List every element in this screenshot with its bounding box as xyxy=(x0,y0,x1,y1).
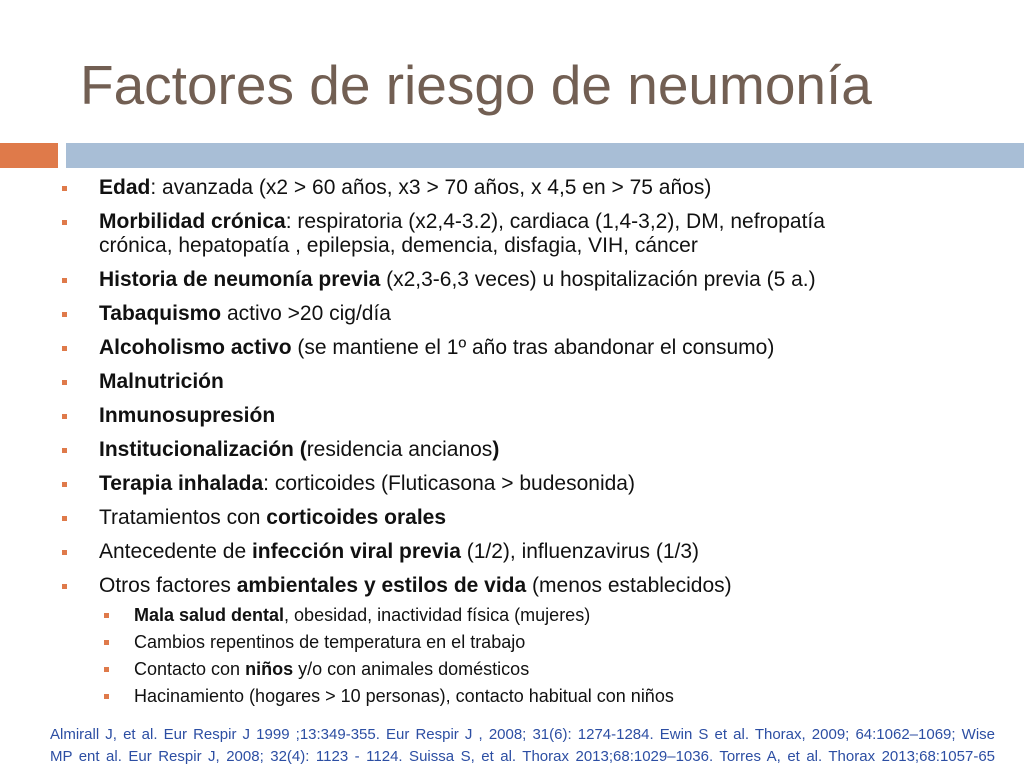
square-bullet-icon xyxy=(62,414,67,419)
slide-title: Factores de riesgo de neumonía xyxy=(80,54,872,116)
bullet-text: : avanzada (x2 > 60 años, x3 > 70 años, x 4,5 en > 75 años) xyxy=(150,176,712,199)
reference-line: MP ent al. Eur Respir J, 2008; 32(4): 1123 - 1124. Suissa S, et al. Thorax 2013;68:1029–1036. Torres A, et al. Thorax 2013;68:1057-65 xyxy=(50,748,995,765)
bullet-item-immunosuppression xyxy=(0,404,1024,428)
sub-bullet-item-overcrowding xyxy=(99,685,1024,707)
bullet-emphasis: Alcoholismo activo xyxy=(99,336,292,359)
reference-line: Almirall J, et al. Eur Respir J 1999 ;13:349-355. Eur Respir J , 2008; 31(6): 1274-1284. Ewin S et al. Thorax, 2009; 64:1062–1069; Wise xyxy=(50,726,995,743)
bullet-text: (x2,3-6,3 veces) u hospitalización previa (5 a.) xyxy=(380,268,816,291)
sub-bullet-item-contact xyxy=(99,658,1024,680)
square-bullet-icon xyxy=(62,380,67,385)
square-bullet-icon xyxy=(62,448,67,453)
risk-factor-list xyxy=(0,176,1024,717)
sub-bullet-text: Contacto con xyxy=(134,659,246,679)
bullet-item-oral-corticoids xyxy=(0,506,1024,530)
square-bullet-icon xyxy=(62,482,67,487)
bullet-emphasis: ambientales y estilos de vida xyxy=(236,574,527,597)
bullet-text: Antecedente de xyxy=(99,540,252,563)
bullet-emphasis: Historia de neumonía previa xyxy=(99,268,381,291)
square-bullet-icon xyxy=(62,346,67,351)
bullet-item-viral-infection xyxy=(0,540,1024,564)
sub-bullet-text: y/o con animales domésticos xyxy=(293,659,530,679)
square-bullet-icon xyxy=(62,550,67,555)
bullet-emphasis: Morbilidad crónica xyxy=(99,210,286,233)
bullet-text: Tratamientos con xyxy=(99,506,267,529)
other-factors-sublist xyxy=(99,604,1024,707)
bullet-item-comorbidity xyxy=(0,210,1024,258)
sub-bullet-text: Hacinamiento (hogares > 10 personas), contacto habitual con niños xyxy=(134,686,674,706)
square-bullet-icon xyxy=(62,516,67,521)
sub-bullet-item-dental-health xyxy=(99,604,1024,626)
bullet-item-alcoholism xyxy=(0,336,1024,360)
square-bullet-icon xyxy=(104,613,109,618)
bullet-emphasis: Inmunosupresión xyxy=(99,404,276,427)
bullet-text: (se mantiene el 1º año tras abandonar el consumo) xyxy=(291,336,775,359)
bullet-item-malnutrition xyxy=(0,370,1024,394)
bullet-emphasis: Tabaquismo xyxy=(99,302,222,325)
title-accent-bar-orange xyxy=(0,143,58,168)
bullet-text: activo >20 cig/día xyxy=(221,302,391,325)
bullet-emphasis: Malnutrición xyxy=(99,370,224,393)
bullet-text-continued: crónica, hepatopatía , epilepsia, demencia, disfagia, VIH, cáncer xyxy=(99,234,698,257)
bullet-text: : respiratoria (x2,4-3.2), cardiaca (1,4-3,2), DM, nefropatía xyxy=(285,210,825,233)
bullet-emphasis: ) xyxy=(492,438,500,461)
bullet-emphasis: Institucionalización ( xyxy=(99,438,307,461)
square-bullet-icon xyxy=(62,220,67,225)
bullet-item-institutionalization xyxy=(0,438,1024,462)
bullet-text: (1/2), influenzavirus (1/3) xyxy=(460,540,700,563)
bullet-emphasis: Edad xyxy=(99,176,151,199)
bullet-text: residencia ancianos xyxy=(306,438,493,461)
sub-bullet-text: , obesidad, inactividad física (mujeres) xyxy=(284,605,591,625)
bullet-text: : corticoides (Fluticasona > budesonida) xyxy=(263,472,635,495)
sub-bullet-item-temperature xyxy=(99,631,1024,653)
square-bullet-icon xyxy=(104,640,109,645)
bullet-item-age xyxy=(0,176,1024,200)
square-bullet-icon xyxy=(62,584,67,589)
bullet-emphasis: corticoides orales xyxy=(266,506,447,529)
bullet-emphasis: Terapia inhalada xyxy=(99,472,264,495)
bullet-item-inhaled-therapy xyxy=(0,472,1024,496)
bullet-item-smoking xyxy=(0,302,1024,326)
square-bullet-icon xyxy=(62,312,67,317)
square-bullet-icon xyxy=(62,278,67,283)
bullet-text: Otros factores xyxy=(99,574,237,597)
bullet-emphasis: infección viral previa xyxy=(251,540,461,563)
bullet-text: (menos establecidos) xyxy=(526,574,732,597)
square-bullet-icon xyxy=(104,667,109,672)
bullet-item-other-factors xyxy=(0,574,1024,707)
bullet-item-prior-pneumonia xyxy=(0,268,1024,292)
sub-bullet-emphasis: Mala salud dental xyxy=(134,605,285,625)
references xyxy=(50,724,995,768)
square-bullet-icon xyxy=(104,694,109,699)
sub-bullet-emphasis: niños xyxy=(245,659,294,679)
sub-bullet-text: Cambios repentinos de temperatura en el trabajo xyxy=(134,632,526,652)
title-accent-bar-blue xyxy=(66,143,1024,168)
square-bullet-icon xyxy=(62,186,67,191)
